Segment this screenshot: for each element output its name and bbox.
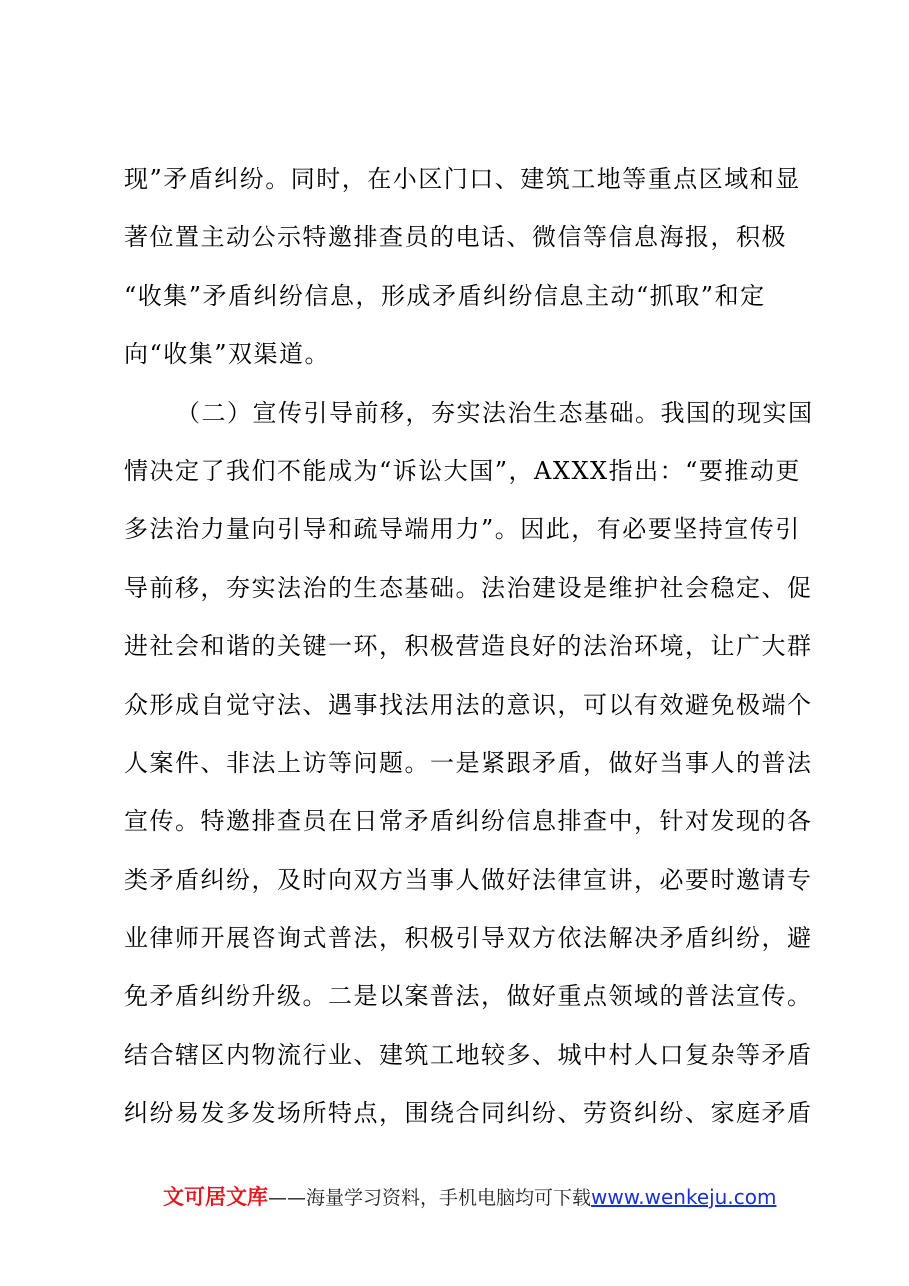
text-line: 多法治力量向引导和疏导端用力”。因此，有必要坚持宣传引: [124, 515, 801, 544]
text-line: 免矛盾纠纷升级。二是以案普法，做好重点领域的普法宣传。: [124, 982, 813, 1011]
text-line: 纠纷易发多发场所特点，围绕合同纠纷、劳资纠纷、家庭矛盾: [124, 1099, 813, 1128]
text-line: 人案件、非法上访等问题。一是紧跟矛盾，做好当事人的普法: [124, 748, 813, 777]
text-line: 向“收集”双渠道。: [124, 340, 331, 369]
document-body: [124, 150, 814, 1143]
text-line: 结合辖区内物流行业、建筑工地较多、城中村人口复杂等矛盾: [124, 1040, 813, 1069]
text-line: 情决定了我们不能成为“诉讼大国”，AXXX指出：“要推动更: [124, 456, 801, 485]
text-line: 进社会和谐的关键一环，积极营造良好的法治环境，让广大群: [124, 632, 813, 661]
text-line: “收集”矛盾纠纷信息，形成矛盾纠纷信息主动“抓取”和定: [124, 281, 766, 310]
section-heading-line: （二）宣传引导前移，夯实法治生态基础。我国的现实国: [176, 398, 814, 427]
footer-tagline: ——海量学习资料，手机电脑均可下载: [268, 1187, 592, 1209]
text-line: 类矛盾纠纷，及时向双方当事人做好法律宣讲，必要时邀请专: [124, 865, 813, 894]
text-line: 宣传。特邀排查员在日常矛盾纠纷信息排查中，针对发现的各: [124, 807, 813, 836]
footer-site-link[interactable]: www.wenkeju.com: [591, 1185, 777, 1209]
text-line: 著位置主动公示特邀排查员的电话、微信等信息海报，积极: [124, 223, 787, 252]
footer-brand: 文可居文库: [163, 1185, 268, 1209]
text-line: 业律师开展咨询式普法，积极引导双方依法解决矛盾纠纷，避: [124, 924, 813, 953]
text-line: 众形成自觉守法、遇事找法用法的意识，可以有效避免极端个: [124, 690, 813, 719]
text-line: 导前移，夯实法治的生态基础。法治建设是维护社会稳定、促: [124, 573, 813, 602]
footer-banner: [163, 1180, 783, 1214]
text-line: 现”矛盾纠纷。同时，在小区门口、建筑工地等重点区域和显: [124, 165, 801, 193]
